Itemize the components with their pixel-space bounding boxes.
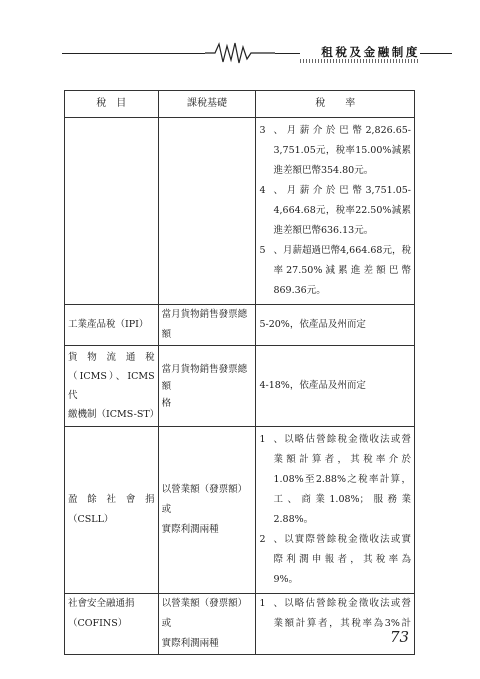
table-row <box>65 594 415 655</box>
item-line: 率27.50%減累進差額巴幣 <box>273 265 411 276</box>
table-row <box>65 118 415 305</box>
tax-cell: 工業產品稅（IPI） <box>65 305 159 346</box>
header-title: 租稅及金融制度 <box>321 45 420 59</box>
item-line: 、月薪超過巴幣4,664.68元，稅 <box>273 245 411 256</box>
basis-cell <box>158 427 256 594</box>
table-row <box>65 427 415 594</box>
tax-line: 盈餘社會捐 <box>68 494 155 505</box>
header-tax-item: 稅 目 <box>65 91 159 118</box>
item-line: 4,664.68元，稅率22.50%減累 <box>273 205 411 216</box>
list-item <box>259 241 411 301</box>
table-row <box>65 346 415 427</box>
item-line: 、以略估營餘稅金徵收法或營 <box>273 598 411 609</box>
item-line: 際利潤申報者，其稅率為 <box>273 554 411 565</box>
pulse-line-icon <box>205 40 275 66</box>
item-line: 9%。 <box>273 574 299 585</box>
item-number: 1 <box>259 598 266 609</box>
item-number: 2 <box>259 534 266 545</box>
basis-line: 格 <box>161 397 172 409</box>
item-line: 、以實際營餘稅金徵收法或實 <box>273 534 411 545</box>
basis-cell <box>158 346 256 427</box>
basis-line: 實際利潤兩種 <box>161 524 219 535</box>
item-line: 869.36元。 <box>273 285 326 296</box>
tax-line: 繳機制（ICMS-ST） <box>68 409 160 420</box>
tax-cell <box>65 594 159 655</box>
basis-cell <box>158 594 256 655</box>
item-line: 、以略估營餘稅金徵收法或營 <box>273 434 411 445</box>
list-item <box>259 594 411 634</box>
item-number: 4 <box>259 185 266 196</box>
item-number: 3 <box>259 125 266 136</box>
basis-line: 實際利潤兩種 <box>161 638 219 649</box>
tax-cell <box>65 346 159 427</box>
header-tax-rate: 稅 率 <box>256 91 415 118</box>
item-line: 工、商業1.08%；服務業 <box>273 494 411 505</box>
tax-line: 貨物流通稅 <box>68 352 155 363</box>
header-hatch <box>300 59 420 63</box>
page-number: 73 <box>390 628 410 646</box>
rate-cell <box>256 427 415 594</box>
basis-cell: 當月貨物銷售發票總額 <box>158 305 256 346</box>
basis-cell <box>158 118 256 305</box>
tax-line: 社會安全融通捐 <box>68 598 135 609</box>
item-line: 進差額巴幣636.13元。 <box>273 225 374 236</box>
item-line: 2.88%。 <box>273 514 314 525</box>
item-number: 5 <box>259 245 266 256</box>
item-line: 業額計算者，其稅率介於 <box>273 454 411 465</box>
tax-cell <box>65 118 159 305</box>
item-line: 、月薪介於巴幣3,751.05- <box>273 185 411 196</box>
item-line: 進差額巴幣354.80元。 <box>273 165 374 176</box>
item-line: 業額計算者，其稅率為3%計 <box>273 618 411 629</box>
list-item <box>259 121 411 181</box>
basis-line: 以營業額（發票額）或 <box>161 484 248 515</box>
table-row <box>65 305 415 346</box>
list-item <box>259 530 411 590</box>
item-number: 1 <box>259 434 266 445</box>
list-item <box>259 430 411 530</box>
rate-cell: 4-18%，依產品及州而定 <box>256 346 415 427</box>
list-item <box>259 181 411 241</box>
tax-table <box>64 90 415 655</box>
header-tax-basis: 課稅基礎 <box>158 91 256 118</box>
basis-line: 當月貨物銷售發票總額 <box>161 363 248 392</box>
tax-line: （ICMS）、ICMS代 <box>68 371 155 401</box>
item-line: 3,751.05元，稅率15.00%減累 <box>273 145 411 156</box>
rate-cell: 5-20%，依產品及州而定 <box>256 305 415 346</box>
rate-cell <box>256 118 415 305</box>
basis-line: 以營業額（發票額）或 <box>161 598 248 629</box>
table-header-row <box>65 91 415 118</box>
item-line: 、月薪介於巴幣2,826.65- <box>273 125 411 136</box>
tax-cell <box>65 427 159 594</box>
tax-line: （COFINS） <box>68 618 128 629</box>
tax-line: （CSLL） <box>68 514 114 525</box>
item-line: 1.08%至2.88%之稅率計算， <box>273 474 411 485</box>
page-header <box>0 40 480 64</box>
